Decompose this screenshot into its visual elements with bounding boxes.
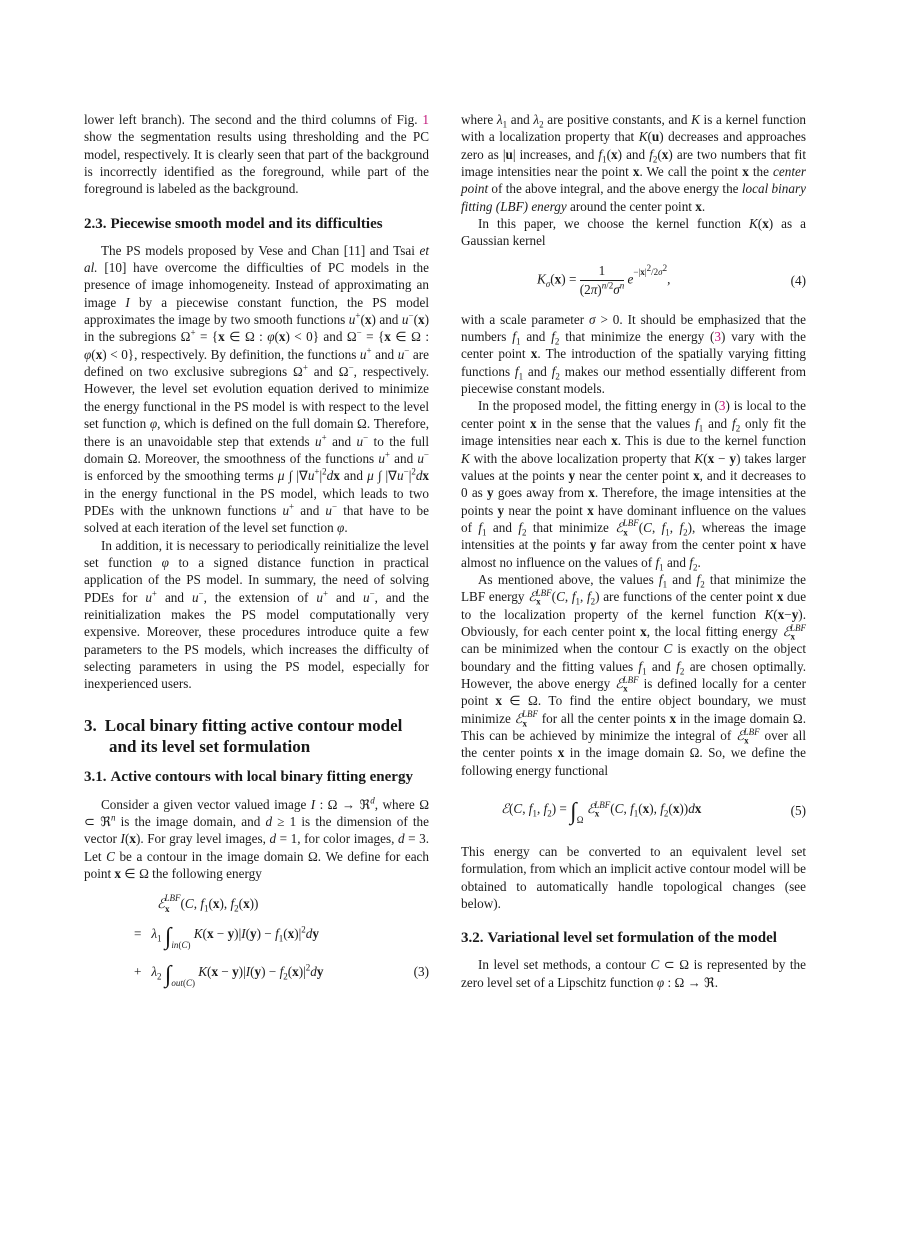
scale-parameter-paragraph: with a scale parameter σ > 0. It should be emphasized that the numbers $f_1$ and $f_2$ that minimize the energy (3) vary with the center point x. The introduction of the spatially varying fitting functions $f_1$ and $f_2$ makes our method essentially different from piecewise constant models.	[461, 311, 806, 397]
equation-4: $K_\sigma(x)$ = $\frac{1}{(2\pi)^{n/2}\sigma^n}$ $e^{-|x|^2/2\sigma^2}$, (4)	[537, 262, 806, 297]
section-heading-3: 3. Local binary fitting active contour model and its level set formulation	[84, 715, 403, 756]
equation-ref[interactable]: 3	[718, 398, 726, 414]
level-set-conversion-paragraph: This energy can be converted to an equivalent level set formulation, from which an implicit active contour model will be obtained to automatically handle topological changes (see below).	[461, 844, 806, 912]
section-heading-3-2: 3.2. Variational level set formulation of the model	[461, 930, 777, 947]
figure-ref[interactable]: 1	[422, 112, 429, 127]
equation-5: ℰ(C, $f_1$, $f_2) = \int_\Omega$ ℰ$_x^{LBF}$(C, $f_1(x)$, $f_2(x))dx$ (5)	[501, 799, 806, 826]
level-set-methods-paragraph: In level set methods, a contour C ⊂ Ω is represented by the zero level set of a Lipschitz function φ : Ω → ℜ.	[461, 957, 806, 990]
kernel-paragraph: In this paper, we choose the kernel function K(x) as a Gaussian kernel	[461, 216, 806, 249]
section-heading-3-1: 3.1. Active contours with local binary fitting energy	[84, 768, 413, 785]
locality-paragraph: In the proposed model, the fitting energy in (3) is local to the center point x in the sense that the values $f_1$ and $f_2$ only fit the image intensities near each x. This is due to the kernel function K with the above localization property that K(x − y) takes larger values at the points y near the center point x, and it decreases to 0 as y goes away from x. Therefore, the image intensities at the points y near the point x have dominant influence on the values of $f_1$ and $f_2$ that minimize ℰ$_x^{LBF}$(C, $f_1$, $f_2$), whereas the image intensities at the points y far away from the center point x have almost no influence on the values of $f_1$ and $f_2$.	[461, 398, 807, 573]
section-heading-2-3: 2.3. Piecewise smooth model and its difficulties	[84, 215, 383, 232]
equation-ref[interactable]: 3	[714, 329, 722, 345]
equation-3-number: (3)	[413, 964, 429, 980]
left-column	[84, 111, 429, 1000]
equation-4-number: (4)	[790, 272, 806, 288]
right-column	[461, 111, 806, 991]
ps-paragraph-1: The PS models proposed by Vese and Chan [11] and Tsai et al. [10] have overcome the difficulties of PC models in the presence of image inhomogeneity. Instead of approximating an image I by a piecewise constant function, the PS model approximates the image by two smooth functions u+(x) and u−(x) in the subregions Ω+ = {x ∈ Ω : φ(x) < 0} and Ω− = {x ∈ Ω : φ(x) < 0}, respectively. By definition, the functions u+ and u− are defined on two exclusive subregions Ω+ and Ω−, respectively. However, the level set evolution equation derived to minimize the energy functional in the PS model is with respect to the level set function φ, which is defined on the full domain Ω. Therefore, there is an unavoidable step that extends u+ and u− to the full domain Ω. Moreover, the smoothness of the functions u+ and u− is enforced by the smoothing terms μ ∫ $|\nabla u^+|^2dx$ and μ ∫ $|\nabla u^-|^2dx$ in the energy functional in the PS model, which leads to two PDEs with the unknown functions u+ and u− that have to be solved at each iteration of the level set function φ.	[84, 242, 430, 536]
intro-paragraph: lower left branch). The second and the third columns of Fig. 1 show the segmentation results using thresholding and the PC model, respectively. It is clearly seen that part of the background is incorrectly identified as the foreground, while part of the foreground is labeled as the background.	[84, 112, 429, 197]
lbf-intro-paragraph: Consider a given vector valued image I : Ω → ℜ$^d$, where Ω ⊂ ℜ$^n$ is the image domain, and d ≥ 1 is the dimension of the vector I(x). For gray level images, d = 1, for color images, d = 3. Let C be a contour in the image domain Ω. We define for each point x ∈ Ω the following energy	[84, 795, 430, 882]
equation-5-number: (5)	[790, 803, 806, 819]
minimization-paragraph: As mentioned above, the values $f_1$ and $f_2$ that minimize the LBF energy ℰ$_x^{LBF}$(C, $f_1$, $f_2$) are functions of the center point x due to the localization property of the kernel function K(x−y). Obviously, for each center point x, the local fitting energy ℰ$_x^{LBF}$ can be minimized when the contour C is exactly on the object boundary and the fitting values $f_1$ and $f_2$ are chosen optimally. However, the above energy ℰ$_x^{LBF}$ is defined locally for a center point x ∈ Ω. To find the entire object boundary, we must minimize ℰ$_x^{LBF}$ for all the center points x in the image domain Ω. This can be achieved by minimize the integral of ℰ$_x^{LBF}$ over all the center points x in the image domain Ω. So, we define the following energy functional	[461, 571, 807, 778]
ps-paragraph-2: In addition, it is necessary to periodically reinitialize the level set function φ to a signed distance function in practical application of the PS model. In summary, the need of solving PDEs for u+ and u−, the extension of u+ and u−, and the reinitialization makes the PS model computationally very expensive. Moreover, these procedures introduce quite a few parameters to the PS models, which increases the difficulty of selecting parameters in using the PS model, especially for inexperienced users.	[84, 537, 430, 692]
lbf-definition-paragraph: where $\lambda_1$ and $\lambda_2$ are positive constants, and K is a kernel function with a localization property that K(u) decreases and approaches zero as |u| increases, and $f_1(x)$ and $f_2(x)$ are two numbers that fit image intensities near the point x. We call the point x the center point of the above integral, and the above energy the local binary fitting (LBF) energy around the center point x.	[461, 112, 807, 214]
equation-3: ℰ$_x^{LBF}$(C, $f_1(x)$, $f_2(x)$) = $\lambda_1$ $\int_{in(C)}$ $K(x - y)|I(y) - f_1(x)|^2dy$ + $\lambda_2$ $\int_{out(C)}$ $K(x - y)|I(y) - f_2(x)|^2dy$ (3)	[134, 893, 429, 989]
